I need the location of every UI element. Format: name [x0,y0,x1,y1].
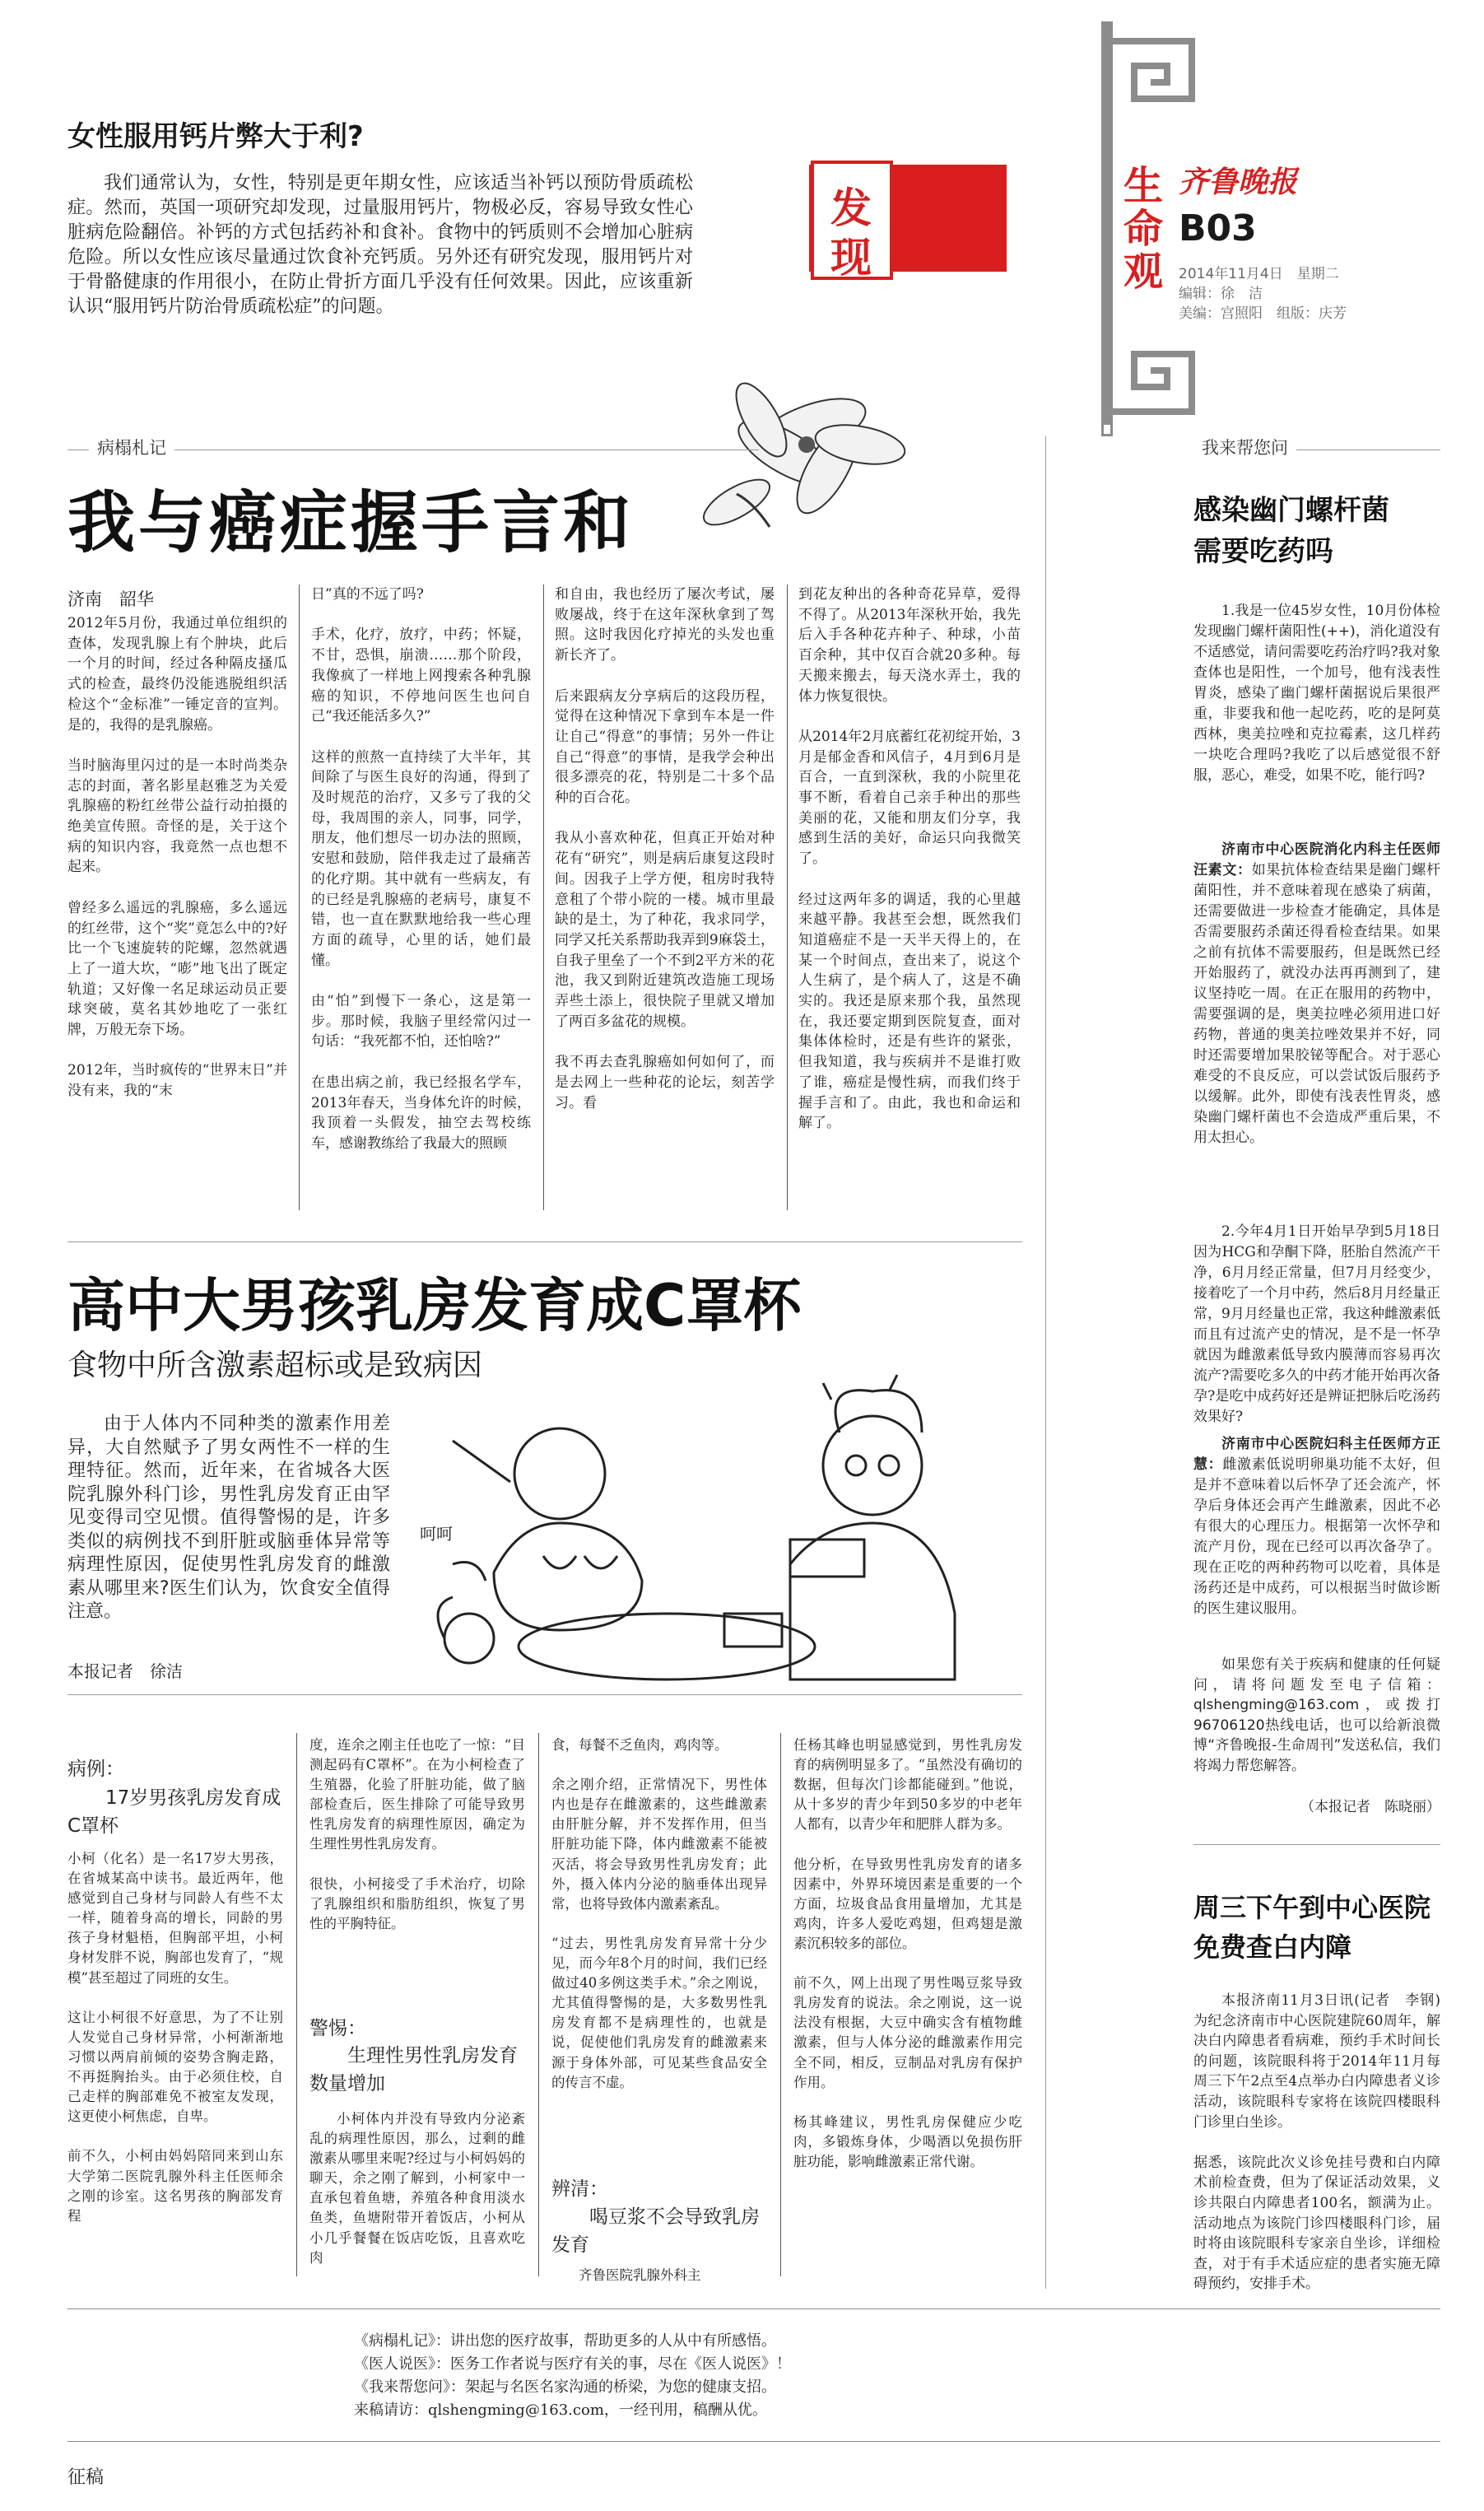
news-headline-2: 免费查白内障 [1193,1931,1352,1963]
help-column-tag: 我来帮您问 [1193,435,1296,459]
lily-illustration [687,362,909,552]
boy-column-4a: 任杨其峰也明显感觉到，男性乳房发育的病例明显多了。“虽然没有确切的数据，但每次门诊都能碰到。”他说，从十多岁的青少年到50多岁的中老年人都有，以青少年和肥胖人群为多。 他分析，在导致男性乳房发育的诸多因素中，外界环境因素是重要的一个方面，垃圾食品食用量增加，尤其是鸡肉，许多人爱吃鸡翅，但鸡翅是激素沉积较多的部位。 前不久，网上出现了男性喝豆浆导致乳房发育的说法。余之刚说，这一说法没有根据，大豆中确实含有植物雌激素，但与人体分泌的雌激素作用完全不同，相反，豆制品对乳房有保护作用。 杨其峰建议，男性乳房保健应少吃肉，多锻炼身体，少喝酒以免损伤肝脏功能，影响雌激素正常代谢。 [793,1737,1022,2169]
boy-lead: 由于人体内不同种类的激素作用差异，大自然赋予了男女两性不一样的生理特征。然而，近年来，在省城各大医院乳腺外科门诊，男性乳房发育正由罕见变得司空见惯。值得警惕的是，许多类似的病例找不到肝脏或脑垂体异常等病理性原因，促使男性乳房发育的雌激素从哪里来?医生们认为，饮食安全值得注意。 [67,1414,390,1622]
footer-lines [354,2330,1095,2422]
meander-ornament-top [1101,33,1200,107]
side-rule-bottom [1101,425,1113,436]
label-rumor: 辨清： [551,2178,608,2200]
boy-subtitle: 食物中所含激素超标或是致病因 [67,1349,483,1382]
cartoon-illustration [395,1367,1022,1688]
help-answer-1-who: 济南市中心医院消化内科主任医师汪素文： [1193,841,1440,878]
cancer-col-divider-3 [787,585,788,1210]
help-question-2: 2.今年4月1日开始早孕到5月18日因为HCG和孕酮下降，胚胎自然流产干净，6月月经正常量，但7月月经变少，接着吃了一个月中药，然后8月月经量正常，9月月经量也正常，我这种雌激素低而且有过流产史的情况，是不是一怀孕就因为雌激素低导致内膜薄而容易再次流产?需要吃多久的中药才能开始再次备孕?是吃中成药好还是辨证把脉后吃汤药效果好? [1193,1223,1440,1425]
help-answer-2 [1193,1434,1440,1619]
cancer-column-1: 2012年5月份，我通过单位组织的查体，发现乳腺上有个肿块，此后一个月的时间，经过各种隔皮搔瓜式的检查，最终仍没能逃脱组织活检这个“金标准”一锤定音的宣判。是的，我得的是乳腺癌。 当时脑海里闪过的是一本时尚类杂志的封面，著名影星赵雅芝为关爱乳腺癌的粉红丝带公益行动拍摄的绝美宣传照。奇怪的是，关于这个病的知识内容，我竟然一点也想不起来。 曾经多么遥远的乳腺癌，多么遥远的红丝带，这个“奖”竟怎么中的?好比一个飞速旋转的陀螺，忽然就遇上了一道大坎，“嘭”地飞出了既定轨道；又好像一名足球运动员正要球突破，莫名其妙地吃了一张红牌，万般无奈下场。 2012年，当时疯传的“世界末日”并没有来，我的“末 [67,615,287,1100]
footer-line-3: 《我来帮您问》：架起与名医名家沟通的桥梁，为您的健康支招。 [354,2378,776,2396]
right-column-divider [1045,436,1046,2289]
svg-text:呵呵: 呵呵 [420,1524,453,1544]
footer-label: 征稿 [67,2467,105,2488]
help-footer-byline: （本报记者 陈晓丽） [1300,1799,1440,1815]
subhead-warn: 生理性男性乳房发育数量增加 [309,2045,518,2094]
help-headline-1: 感染幽门螺杆菌 [1193,494,1389,527]
masthead-date: 2014年11月4日 星期二 [1179,266,1339,282]
discovery-tag-char-1: 发 [830,184,872,232]
help-headline-2: 需要吃药吗 [1193,535,1333,568]
cancer-col-divider-2 [543,585,544,1210]
section-title: 生命观 [1123,163,1164,295]
cancer-column-tag: 病榻札记 [89,435,174,459]
help-question-1: 1.我是一位45岁女性，10月份体检发现幽门螺杆菌阳性(++)，消化道没有不适感觉，请问需要吃药治疗吗?我对象查体也是阳性，一个加号，他有浅表性胃炎，感染了幽门螺杆菌据说后果很严重，非要我和他一起吃药，吃的是阿莫西林，奥美拉唑和克拉霉素，这几样药一块吃合理吗?我吃了以后感觉很不舒服，恶心，难受，如果不吃，能行吗? [1193,603,1440,784]
cancer-column-2: 日”真的不远了吗? 手术，化疗，放疗，中药；怀疑，不甘，恐惧，崩溃……那个阶段，我像疯了一样地上网搜索各种乳腺癌的知识，不停地问医生也问自己“我还能活多久?” 这样的煎熬一直持续了大半年，其间除了与医生良好的沟通，得到了及时规范的治疗，又多亏了我的父母，我周围的亲人，同事，同学，朋友，他们想尽一切办法的照顾，安慰和鼓励，陪伴我走过了最痛苦的化疗期。其中就有一些病友，有的已经是乳腺癌的老病号，康复不错，也一直在默默地给我一些心理方面的疏导，心里的话，她们最懂。 由“怕”到慢下一条心，这是第一步。那时候，我脑子里经常闪过一句话：“我死都不怕，还怕啥?” 在患出病之前，我已经报名学车，2013年春天，当身体允许的时候，我顶着一头假发，抽空去驾校练车，感谢教练给了我最大的照顾 [311,586,531,1152]
boy-byline: 本报记者 徐洁 [67,1661,183,1681]
cancer-byline: 济南 韶华 [67,589,154,609]
help-answer-2-who: 济南市中心医院妇科主任医师方正慧： [1193,1436,1440,1473]
discovery-title: 女性服用钙片弊大于利? [67,120,364,153]
cancer-column-3: 和自由，我也经历了屡次考试，屡败屡战，终于在这年深秋拿到了驾照。这时我因化疗掉光的头发也重新长齐了。 后来跟病友分享病后的这段历程，觉得在这种情况下拿到车本是一件让自己“得意”的事情；另外一件让自己“得意”的事情，是我学会种出很多漂亮的花，特别是二十多个品种的百合花。 我从小喜欢种花，但真正开始对种花有“研究”，则是病后康复这段时间。因我子上学方便，租房时我特意租了个带小院的一楼。城市里最缺的是土，为了种花，我求同学，同学又托关系帮助我弄到9麻袋土，自我子里垒了一个不到2平方米的花池，我又到附近建筑改造施工现场弄些土添上，很快院子里就又增加了两百多盆花的规模。 我不再去查乳腺癌如何如何了，而是去网上一些种花的论坛，刻苦学习。看 [555,586,775,1111]
boy-col-divider-2 [538,1733,539,2276]
rumor-text: 齐鲁医院乳腺外科主 [579,2267,701,2283]
cancer-col-divider-1 [299,585,300,1210]
boy-column-3a: 食，每餐不乏鱼肉，鸡肉等。 余之刚介绍，正常情况下，男性体内也是存在雌激素的，这些雌激素由肝脏分解，并不发挥作用，但当肝脏功能下降，体内雌激素不能被灭活，将会导致男性乳房发育；此外，摄入体内分泌的脑垂体出现异常，也将导致体内激素紊乱。 “过去，男性乳房发育异常十分少见，而今年8个月的时间，我们已经做过40多例这类手术。”余之刚说，尤其值得警惕的是，大多数男性乳房发育都不是病理性的，也就是说，促使他们乳房发育的雌激素来源于身体外部，可见某些食品安全的传言不虚。 [551,1737,767,2090]
meander-ornament-bottom [1101,346,1200,420]
help-answer-1 [1193,840,1440,1148]
news-headline-1: 周三下午到中心医院 [1193,1892,1431,1923]
discovery-tag-box [811,161,893,280]
page-number: B03 [1179,207,1257,249]
masthead-editor: 编辑：徐 洁 [1179,286,1263,302]
cancer-column-4: 到花友种出的各种奇花异草，爱得不得了。从2013年深秋开始，我先后入手各种花卉种子、种球，小苗百余种，其中仅百合就20多种。每天搬来搬去，每天浇水弄土，我的体力恢复很快。 从2014年2月底蓄红花初绽开始，3月是郁金香和风信子，4月到6月是百合，一直到深秋，我的小院里花事不断，看着自己亲手种出的那些美丽的花，又能和朋友们分享，我感到生活的美好，命运只向我微笑了。 经过这两年多的调适，我的心里越来越平静。我甚至会想，既然我们知道癌症不是一天半天得上的，在某一个时间点，查出来了，说这个人生病了，是个病人了，这是不确实的。我还是原来那个我，虽然现在，我还要定期到医院复查，面对集体体检时，还是有些许的紧张，但我知道，我与疾病并不是谁打败了谁，癌症是慢性病，而我们终于握手言和了。由此，我也和命运和解了。 [798,586,1021,1132]
boy-headline: 高中大男孩乳房发育成C罩杯 [67,1272,802,1339]
boy-column-2a: 度，连余之刚主任也吃了一惊：“目测起码有C罩杯”。在为小柯检查了生殖器，化验了肝脏功能，做了脑部检查后，医生排除了可能导致男性乳房发育的病理性原因，确定为生理性男性乳房发育。 很快，小柯接受了手术治疗，切除了乳腺组织和脂肪组织，恢复了男性的平胸特征。 [309,1737,525,1931]
footer-line-1: 《病榻札记》：讲出您的医疗故事，帮助更多的人从中有所感悟。 [354,2332,776,2350]
label-warn: 警惕： [309,2018,366,2039]
masthead-logo: 齐鲁晚报 [1179,165,1298,199]
boy-col-divider-3 [780,1733,781,2276]
news-body: 本报济南11月3日讯(记者 李钢) 为纪念济南市中心医院建院60周年，解决白内障患者看病难，预约手术时间长的问题，该院眼科将于2014年11月每周三下午2点至4点举办白内障患者义诊活动，该院眼科专家将在该院四楼眼科门诊里白坐诊。 据悉，该院此次义诊免挂号费和白内障术前检查费，但为了保证活动效果，义诊共限白内障患者100名，额满为止。活动地点为该院门诊四楼眼科门诊，届时将由该院眼科专家亲自坐诊，详细检查，对于有手术适应症的患者实施无障碍预约，安排手术。 [1193,1992,1440,2293]
label-case: 病例： [67,1759,124,1780]
news-top-rule [1193,1844,1440,1845]
subhead-case: 17岁男孩乳房发育成C罩杯 [67,1787,281,1837]
boy-col-divider-1 [296,1733,297,2276]
subhead-rumor: 喝豆浆不会导致乳房发育 [551,2206,760,2256]
footer-line-2: 《医人说医》：医务工作者说与医疗有关的事，尽在《医人说医》！ [354,2355,791,2373]
footer-line-4: 来稿请访：qlshengming@163.com，一经刊用，稿酬从优。 [354,2402,767,2419]
discovery-body: 我们通常认为，女性，特别是更年期女性，应该适当补钙以预防骨质疏松症。然而，英国一项研究却发现，过量服用钙片，物极必反，容易导致女性心脏病危险翻倍。补钙的方式包括药补和食补。食物中的钙质则不会增加心脏病危险。所以女性应该尽量通过饮食补充钙质。另外还有研究发现，服用钙片对于骨骼健康的作用很小，在防止骨折方面几乎没有任何效果。因此，应该重新认识“服用钙片防治骨质疏松症”的问题。 [67,173,693,317]
warn-text: 小柯体内并没有导致内分泌紊乱的病理性原因，那么，过剩的雌激素从哪里来呢?经过与小柯妈妈的聊天，余之刚了解到，小柯家中一直承包着鱼塘，养殖各种食用淡水鱼类，鱼塘附带开着饭店，小柯从小几乎餐餐在饭店吃饭，且喜欢吃肉 [309,2111,525,2266]
help-footer: 如果您有关于疾病和健康的任何疑问，请将问题发至电子信箱：qlshengming@163.com，或拨打96706120热线电话，也可以给新浪微博“齐鲁晚报-生命周刊”发送私信，我们将竭力帮您解答。 [1193,1656,1440,1774]
discovery-tag-char-2: 现 [830,234,872,282]
case-text: 小柯（化名）是一名17岁大男孩，在省城某高中读书。最近两年，他感觉到自己身材与同龄人有些不太一样，随着身高的增长，同龄的男孩子身材魁梧，但胸部平坦，小柯身材发胖不说，胸部也发育了，“规模”甚至超过了同班的女生。 这让小柯很不好意思，为了不让别人发觉自己身材异常，小柯渐渐地习惯以两肩前倾的姿势含胸走路，不再挺胸抬头。由于必须住校，自己走样的胸部难免不被室友发现，这更使小柯焦虑，自卑。 前不久，小柯由妈妈陪同来到山东大学第二医院乳腺外科主任医师余之刚的诊室。这名男孩的胸部发育程 [67,1851,283,2224]
help-answer-1-text: 如果抗体检查结果是幽门螺杆菌阳性，并不意味着现在感染了病菌，还需要做进一步检查才能确定，具体是否需要服药杀菌还得看检查结果。如果之前有抗体不需要服药，但是既然已经开始服药了，就没办法再再测到了，建议坚持吃一周。在正在服用的药物中，需要强调的是，奥美拉唑必须用进口好药物，普通的奥美拉唑效果并不好，同时还需要增加果胶铋等配合。对于恶心难受的不良反应，可以尝试饭后服药予以缓解。此外，即使有浅表性胃炎，感染幽门螺杆菌也不会造成严重后果，不用太担心。 [1193,862,1440,1146]
help-answer-2-text: 雌激素低说明卵巢功能不太好，但是并不意味着以后怀孕了还会流产，怀孕后身体还会再产生雌激素，因此不必有很大的心理压力。根据第一次怀孕和流产月份，现在已经可以再次备孕了。现在正吃的两种药物可以吃着，具体是汤药还是中成药，可以根据当时做诊断的医生建议服用。 [1193,1456,1440,1617]
cancer-headline: 我与癌症握手言和 [67,484,635,562]
masthead-art: 美编：宫照阳 组版：庆芳 [1179,305,1347,322]
boy-byline-rule [67,1694,1022,1695]
